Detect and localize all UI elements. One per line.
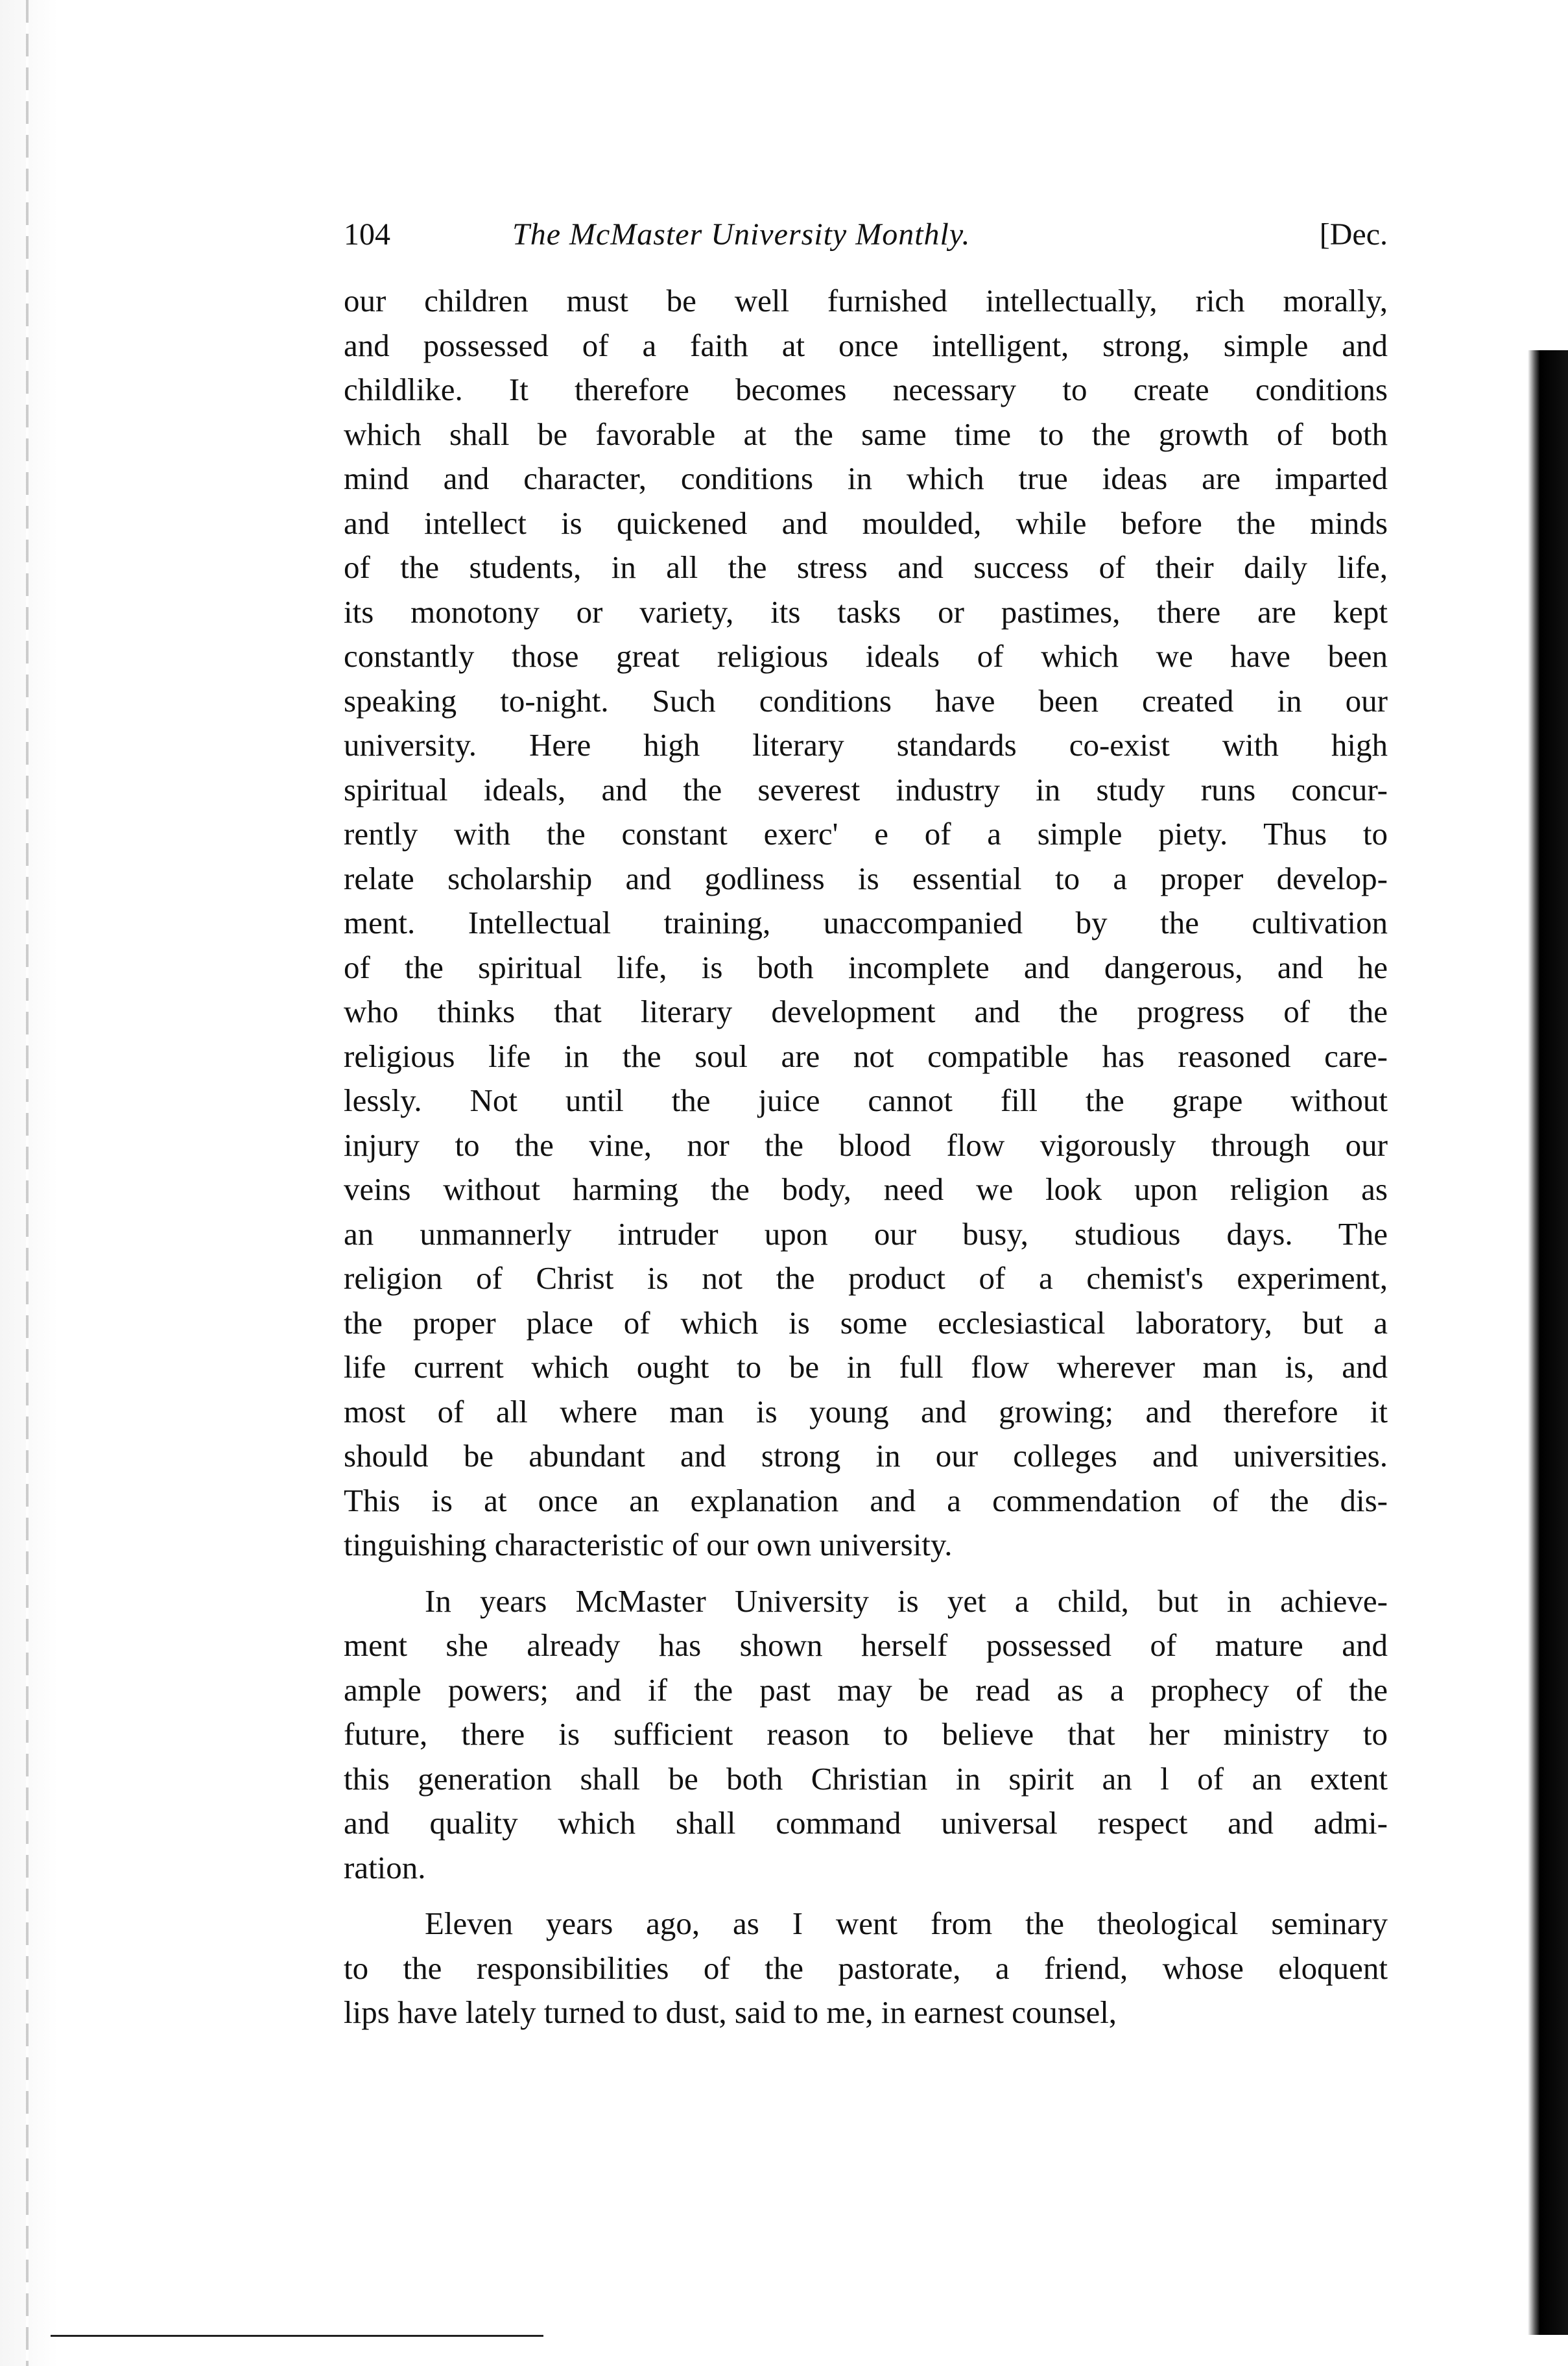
text-line: injury to the vine, nor the blood flow vigorously through our [344, 1127, 1388, 1163]
bottom-rule [51, 2335, 543, 2337]
text-line: future, there is sufficient reason to believe that her ministry to [344, 1716, 1388, 1752]
text-line: and intellect is quickened and moulded, while before the minds [344, 505, 1388, 541]
issue-month: [Dec. [1319, 217, 1388, 252]
paragraph-gap [344, 1890, 1388, 1902]
paragraph [344, 1579, 1388, 1891]
text-line: speaking to-night. Such conditions have been created in our [344, 682, 1388, 719]
text-line: of the students, in all the stress and success of their daily life, [344, 549, 1388, 585]
text-line: religious life in the soul are not compatible has reasoned care- [344, 1038, 1388, 1074]
text-line: of the spiritual life, is both incomplete and dangerous, and he [344, 949, 1388, 985]
binding-shadow [0, 0, 58, 2366]
page-number: 104 [344, 217, 390, 252]
text-line: relate scholarship and godliness is essential to a proper develop- [344, 860, 1388, 896]
text-line: Eleven years ago, as I went from the theological seminary [425, 1906, 1388, 1941]
text-line: religion of Christ is not the product of a chemist's experiment, [344, 1260, 1388, 1296]
text-line: This is at once an explanation and a commendation of the dis- [344, 1482, 1388, 1518]
text-line: ration. [344, 1849, 426, 1885]
text-line: university. Here high literary standards co-exist with high [344, 727, 1388, 763]
paragraph [344, 279, 1388, 1568]
running-header [344, 214, 1388, 266]
text-line: mind and character, conditions in which true ideas are imparted [344, 460, 1388, 496]
text-line: ment. Intellectual training, unaccompanied by the cultivation [344, 905, 1388, 940]
paragraph [344, 1902, 1388, 2035]
text-line: tinguishing characteristic of our own university. [344, 1527, 953, 1562]
text-line: to the responsibilities of the pastorate, a friend, whose eloquent [344, 1950, 1388, 1986]
text-line: and quality which shall command universal respect and admi- [344, 1805, 1388, 1841]
publication-title: The McMaster University Monthly. [512, 217, 971, 252]
text-line: who thinks that literary development and the progress of the [344, 994, 1388, 1029]
text-line: spiritual ideals, and the severest industry in study runs concur- [344, 771, 1388, 807]
text-line: most of all where man is young and growing; and therefore it [344, 1393, 1388, 1429]
paragraph-gap [344, 1568, 1388, 1579]
text-line: which shall be favorable at the same time to the growth of both [344, 416, 1388, 452]
page-edge-shadow [1528, 350, 1568, 2335]
text-line: rently with the constant exerc' e of a simple piety. Thus to [344, 816, 1388, 852]
text-line: ample powers; and if the past may be read as a prophecy of the [344, 1671, 1388, 1708]
text-line: lessly. Not until the juice cannot fill the grape without [344, 1082, 1388, 1118]
text-line: its monotony or variety, its tasks or pastimes, there are kept [344, 593, 1388, 630]
binding-margin-marks [26, 0, 29, 2366]
text-line: should be abundant and strong in our colleges and universities. [344, 1438, 1388, 1474]
text-line: ment she already has shown herself possessed of mature and [344, 1627, 1388, 1663]
text-line: childlike. It therefore becomes necessary to create conditions [344, 372, 1388, 407]
text-line: life current which ought to be in full flow wherever man is, and [344, 1349, 1388, 1385]
text-line: the proper place of which is some ecclesiastical laboratory, but a [344, 1304, 1388, 1341]
text-line: our children must be well furnished intellectually, rich morally, [344, 283, 1388, 318]
text-line: lips have lately turned to dust, said to me, in earnest counsel, [344, 1994, 1117, 2030]
text-line: constantly those great religious ideals of which we have been [344, 638, 1388, 674]
article-body [344, 279, 1388, 2035]
text-line: In years McMaster University is yet a child, but in achieve- [425, 1583, 1388, 1619]
text-line: and possessed of a faith at once intelligent, strong, simple and [344, 327, 1388, 363]
text-line: this generation shall be both Christian in spirit an l of an extent [344, 1760, 1388, 1797]
text-line: an unmannerly intruder upon our busy, studious days. The [344, 1215, 1388, 1252]
text-line: veins without harming the body, need we look upon religion as [344, 1171, 1388, 1207]
